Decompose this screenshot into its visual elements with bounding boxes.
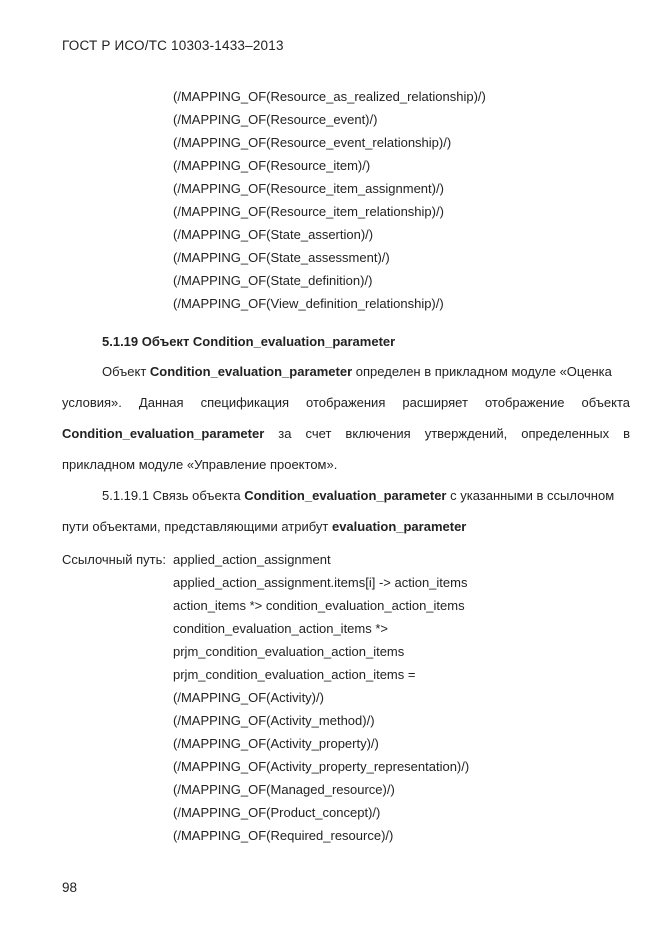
attribute-name: evaluation_parameter bbox=[331, 519, 467, 534]
reference-path-line: prjm_condition_evaluation_action_items = bbox=[173, 667, 416, 682]
text-span: с указанными в ссылочном bbox=[446, 488, 615, 503]
entity-name: Condition_evaluation_parameter bbox=[149, 364, 353, 379]
top-mapping-list bbox=[173, 85, 486, 315]
paragraph-line-4: прикладном модуле «Управление проектом». bbox=[62, 457, 338, 472]
text-span: Объект bbox=[102, 364, 150, 379]
entity-name: Condition_evaluation_parameter bbox=[62, 426, 265, 441]
reference-path-line: (/MAPPING_OF(Product_concept)/) bbox=[173, 805, 381, 820]
reference-path-line: prjm_condition_evaluation_action_items bbox=[173, 644, 405, 659]
text-span: определен в прикладном модуле «Оценка bbox=[352, 364, 612, 379]
section-paragraph bbox=[62, 363, 630, 487]
section-heading: 5.1.19 Объект Condition_evaluation_parameter bbox=[102, 334, 396, 349]
paragraph-line-2: условия». Данная спецификация отображения расширяет отображение объекта bbox=[62, 395, 630, 410]
mapping-line: (/MAPPING_OF(State_assessment)/) bbox=[173, 250, 390, 265]
page-number: 98 bbox=[62, 880, 78, 895]
reference-path-line: applied_action_assignment bbox=[173, 552, 331, 567]
reference-path-list bbox=[173, 548, 469, 847]
subsection-paragraph bbox=[62, 487, 630, 549]
mapping-line: (/MAPPING_OF(View_definition_relationship)/) bbox=[173, 296, 444, 311]
mapping-line: (/MAPPING_OF(Resource_item)/) bbox=[173, 158, 371, 173]
document-header: ГОСТ Р ИСО/ТС 10303-1433–2013 bbox=[62, 38, 284, 53]
reference-path-line: action_items *> condition_evaluation_action_items bbox=[173, 598, 465, 613]
reference-path-line: applied_action_assignment.items[i] -> action_items bbox=[173, 575, 468, 590]
subsection-line-2 bbox=[62, 518, 630, 549]
reference-path-line: (/MAPPING_OF(Activity_property_representation)/) bbox=[173, 759, 470, 774]
reference-path-label: Ссылочный путь: bbox=[62, 552, 166, 567]
mapping-line: (/MAPPING_OF(Resource_event_relationship)/) bbox=[173, 135, 452, 150]
mapping-line: (/MAPPING_OF(Resource_as_realized_relationship)/) bbox=[173, 89, 486, 104]
mapping-line: (/MAPPING_OF(State_definition)/) bbox=[173, 273, 373, 288]
entity-name: Condition_evaluation_parameter bbox=[244, 488, 447, 503]
mapping-line: (/MAPPING_OF(Resource_item_assignment)/) bbox=[173, 181, 444, 196]
text-span: пути объектами, представляющими атрибут bbox=[62, 519, 332, 534]
paragraph-line-1 bbox=[62, 363, 630, 394]
reference-path-line: (/MAPPING_OF(Activity)/) bbox=[173, 690, 324, 705]
reference-path-line: (/MAPPING_OF(Required_resource)/) bbox=[173, 828, 394, 843]
mapping-line: (/MAPPING_OF(State_assertion)/) bbox=[173, 227, 374, 242]
text-span: за счет включения утверждений, определенных в bbox=[264, 426, 630, 441]
mapping-line: (/MAPPING_OF(Resource_event)/) bbox=[173, 112, 378, 127]
reference-path-line: condition_evaluation_action_items *> bbox=[173, 621, 389, 636]
reference-path-line: (/MAPPING_OF(Managed_resource)/) bbox=[173, 782, 395, 797]
text-span: 5.1.19.1 Связь объекта bbox=[102, 488, 245, 503]
reference-path-line: (/MAPPING_OF(Activity_method)/) bbox=[173, 713, 375, 728]
reference-path-line: (/MAPPING_OF(Activity_property)/) bbox=[173, 736, 379, 751]
paragraph-line-3 bbox=[62, 425, 630, 456]
mapping-line: (/MAPPING_OF(Resource_item_relationship)/) bbox=[173, 204, 444, 219]
subsection-line-1 bbox=[62, 487, 630, 518]
